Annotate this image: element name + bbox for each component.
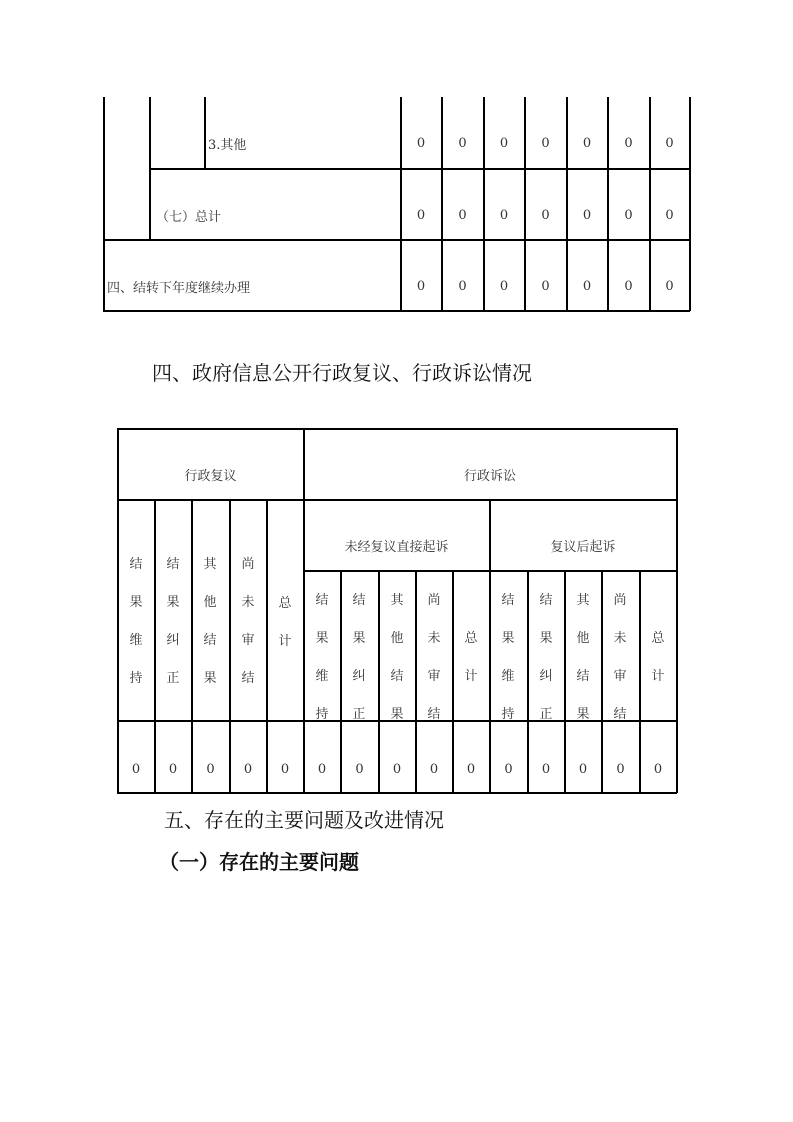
table-cell: 0 [429,761,439,777]
table-cell: 0 [416,278,426,294]
direct-col-upheld: 结 果 维 持 [315,593,329,722]
table-cell: 0 [458,207,467,223]
table-cell: 0 [466,761,476,777]
table-cell: 0 [504,761,513,777]
header-after-review-suit: 复议后起诉 [550,539,616,555]
direct-col-total: 总 计 [464,631,478,684]
table-cell: 0 [499,278,509,294]
table-cell: 0 [416,135,426,151]
after-col-other: 其 他 结 果 [576,593,590,722]
header-admin-review: 行政复议 [184,468,237,484]
review-col-pending: 尚 未 审 结 [241,557,255,686]
table-cell: 0 [653,761,663,777]
row-label-other: 3.其他 [208,138,247,153]
direct-col-pending: 尚 未 审 结 [427,593,441,722]
table-cell: 0 [541,761,551,777]
row-label-total: （七）总计 [156,210,222,225]
table-cell: 0 [624,278,633,294]
direct-col-corrected: 结 果 纠 正 [352,593,366,722]
after-col-corrected: 结 果 纠 正 [539,593,553,722]
table-cell: 0 [206,761,215,777]
table-cell: 0 [541,278,550,294]
table-cell: 0 [458,278,467,294]
table-cell: 0 [416,207,426,223]
after-col-pending: 尚 未 审 结 [613,593,627,722]
table-cell: 0 [131,761,141,777]
table-cell: 0 [499,207,509,223]
review-col-total: 总 计 [278,596,292,649]
subsection-title-main-problems: （一）存在的主要问题 [159,850,359,874]
table-cell: 0 [582,278,592,294]
table-cell: 0 [582,135,592,151]
table-cell: 0 [392,761,402,777]
table-cell: 0 [317,761,327,777]
section-title-review-litigation: 四、政府信息公开行政复议、行政诉讼情况 [152,361,532,385]
table-cell: 0 [624,135,633,151]
review-col-upheld: 结 果 维 持 [129,557,143,686]
table-cell: 0 [624,207,633,223]
review-col-corrected: 结 果 纠 正 [166,557,180,686]
section-title-problems-improvements: 五、存在的主要问题及改进情况 [164,808,444,832]
after-col-upheld: 结 果 维 持 [501,593,515,722]
table-cell: 0 [458,135,467,151]
header-direct-suit: 未经复议直接起诉 [344,539,449,555]
table-cell: 0 [243,761,253,777]
table-cell: 0 [280,761,290,777]
table-cell: 0 [541,207,550,223]
table-cell: 0 [168,761,178,777]
table-cell: 0 [616,761,625,777]
table-cell: 0 [665,278,674,294]
after-col-total: 总 计 [651,631,665,684]
row-label-carry-over: 四、结转下年度继续办理 [107,281,251,296]
table-cell: 0 [578,761,588,777]
review-col-other: 其 他 结 果 [203,557,217,686]
table-cell: 0 [665,207,674,223]
table-cell: 0 [499,135,509,151]
direct-col-other: 其 他 结 果 [390,593,404,722]
table-cell: 0 [582,207,592,223]
header-admin-litigation: 行政诉讼 [463,468,516,484]
table-cell: 0 [355,761,364,777]
table-cell: 0 [541,135,550,151]
table-cell: 0 [665,135,674,151]
